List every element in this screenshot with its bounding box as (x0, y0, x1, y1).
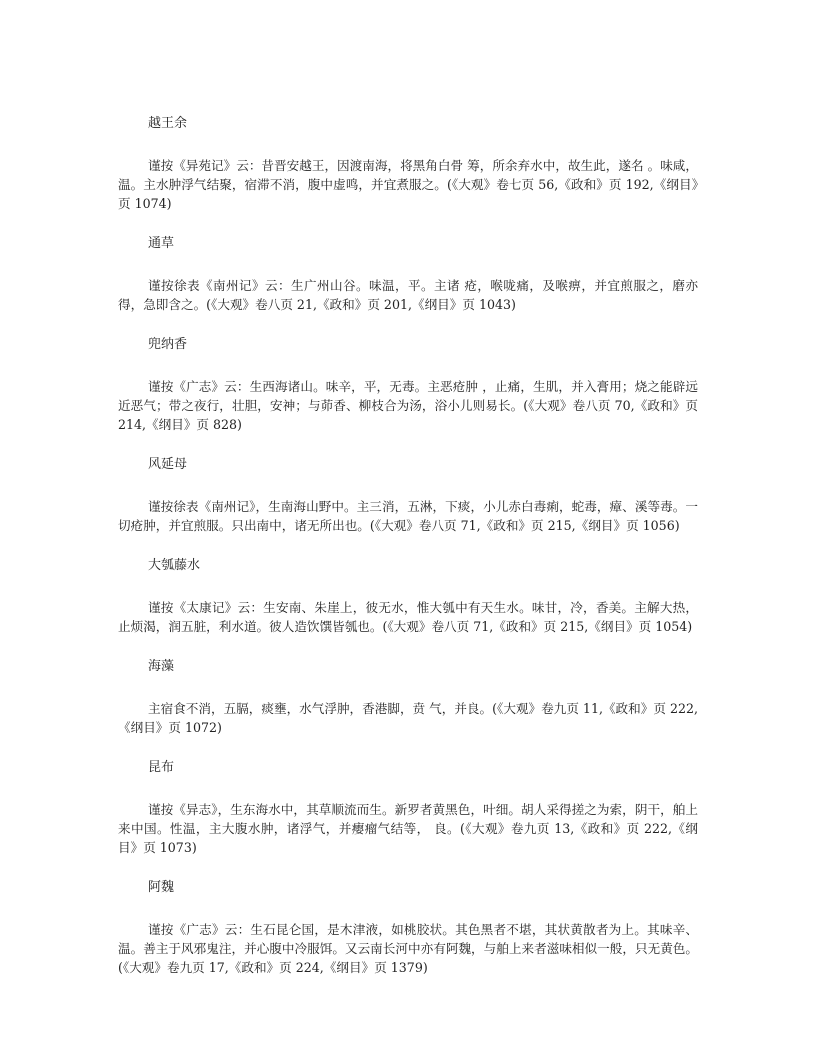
entry-title: 越王余 (148, 116, 188, 131)
entry-body: 谨按徐表《南州记》云：生广州山谷。味温，平。主诸 疮，喉咙痛，及喉痹，并宜煎服之，磨亦得，急即含之。(《大观》卷八页 21,《政和》页 201,《纲目》页 1043) (118, 278, 698, 312)
entry (118, 115, 698, 213)
entry-title: 海藻 (148, 659, 175, 674)
entry-body: 谨按《太康记》云：生安南、朱崖上，彼无水，惟大瓠中有天生水。味甘，冷，香美。主解大热，止烦渴，润五脏，利水道。彼人造饮馔皆瓠也。(《大观》卷八页 71,《政和》页 215,《纲目》页 1054) (118, 600, 698, 634)
entry-body: 主宿食不消，五膈，痰壅，水气浮肿，香港脚，贲 气，并良。(《大观》卷九页 11,《政和》页 222,《纲目》页 1072) (118, 701, 698, 735)
entry (118, 759, 698, 857)
entry-title: 昆布 (148, 760, 175, 775)
entry-title: 通草 (148, 236, 175, 251)
entry-body: 谨按《异志》，生东海水中，其草顺流而生。新罗者黄黑色，叶细。胡人采得搓之为索，阴干，舶上来中国。性温，主大腹水肿，诸浮气，并瘿瘤气结等， 良。(《大观》卷九页 13,《政和》页 222,《纲目》页 1073) (118, 802, 698, 855)
entry (118, 336, 698, 434)
entry (118, 658, 698, 737)
entry-body: 谨按徐表《南州记》，生南海山野中。主三消，五淋，下痰，小儿赤白毒痢，蛇毒，瘴、溪等毒。一切疮肿，并宜煎服。只出南中，诸无所出也。(《大观》卷八页 71,《政和》页 215,《纲目》页 1056) (118, 499, 698, 533)
entry-title: 阿魏 (148, 880, 175, 895)
entry-title: 兜纳香 (148, 337, 188, 352)
document-page (118, 115, 698, 999)
entry (118, 879, 698, 977)
entry-body: 谨按《异苑记》云：昔晋安越王，因渡南海，将黑角白骨 筹，所余弃水中，故生此，遂名 。味咸，温。主水肿浮气结聚，宿滞不消，腹中虚鸣，并宜煮服之。(《大观》卷七页 56,《政和》页 192,《纲目》页 1074) (118, 158, 698, 211)
entry (118, 557, 698, 636)
entry (118, 456, 698, 535)
entry (118, 235, 698, 314)
entry-title: 大瓠藤水 (148, 558, 201, 573)
entry-body: 谨按《广志》云：生石昆仑国，是木津液，如桃胶状。其色黑者不堪，其状黄散者为上。其味辛、温。善主于风邪鬼注，并心腹中冷服饵。又云南长河中亦有阿魏，与舶上来者滋味相似一般，只无黄色。(《大观》卷九页 17,《政和》页 224,《纲目》页 1379) (118, 922, 698, 975)
entry-title: 风延母 (148, 457, 188, 472)
entry-body: 谨按《广志》云：生西海诸山。味辛，平，无毒。主恶疮肿 ，止痛，生肌，并入膏用；烧之能辟远近恶气；带之夜行，壮胆，安神；与茆香、柳枝合为汤，浴小儿则易长。(《大观》卷八页 70,《政和》页 214,《纲目》页 828) (118, 379, 698, 432)
